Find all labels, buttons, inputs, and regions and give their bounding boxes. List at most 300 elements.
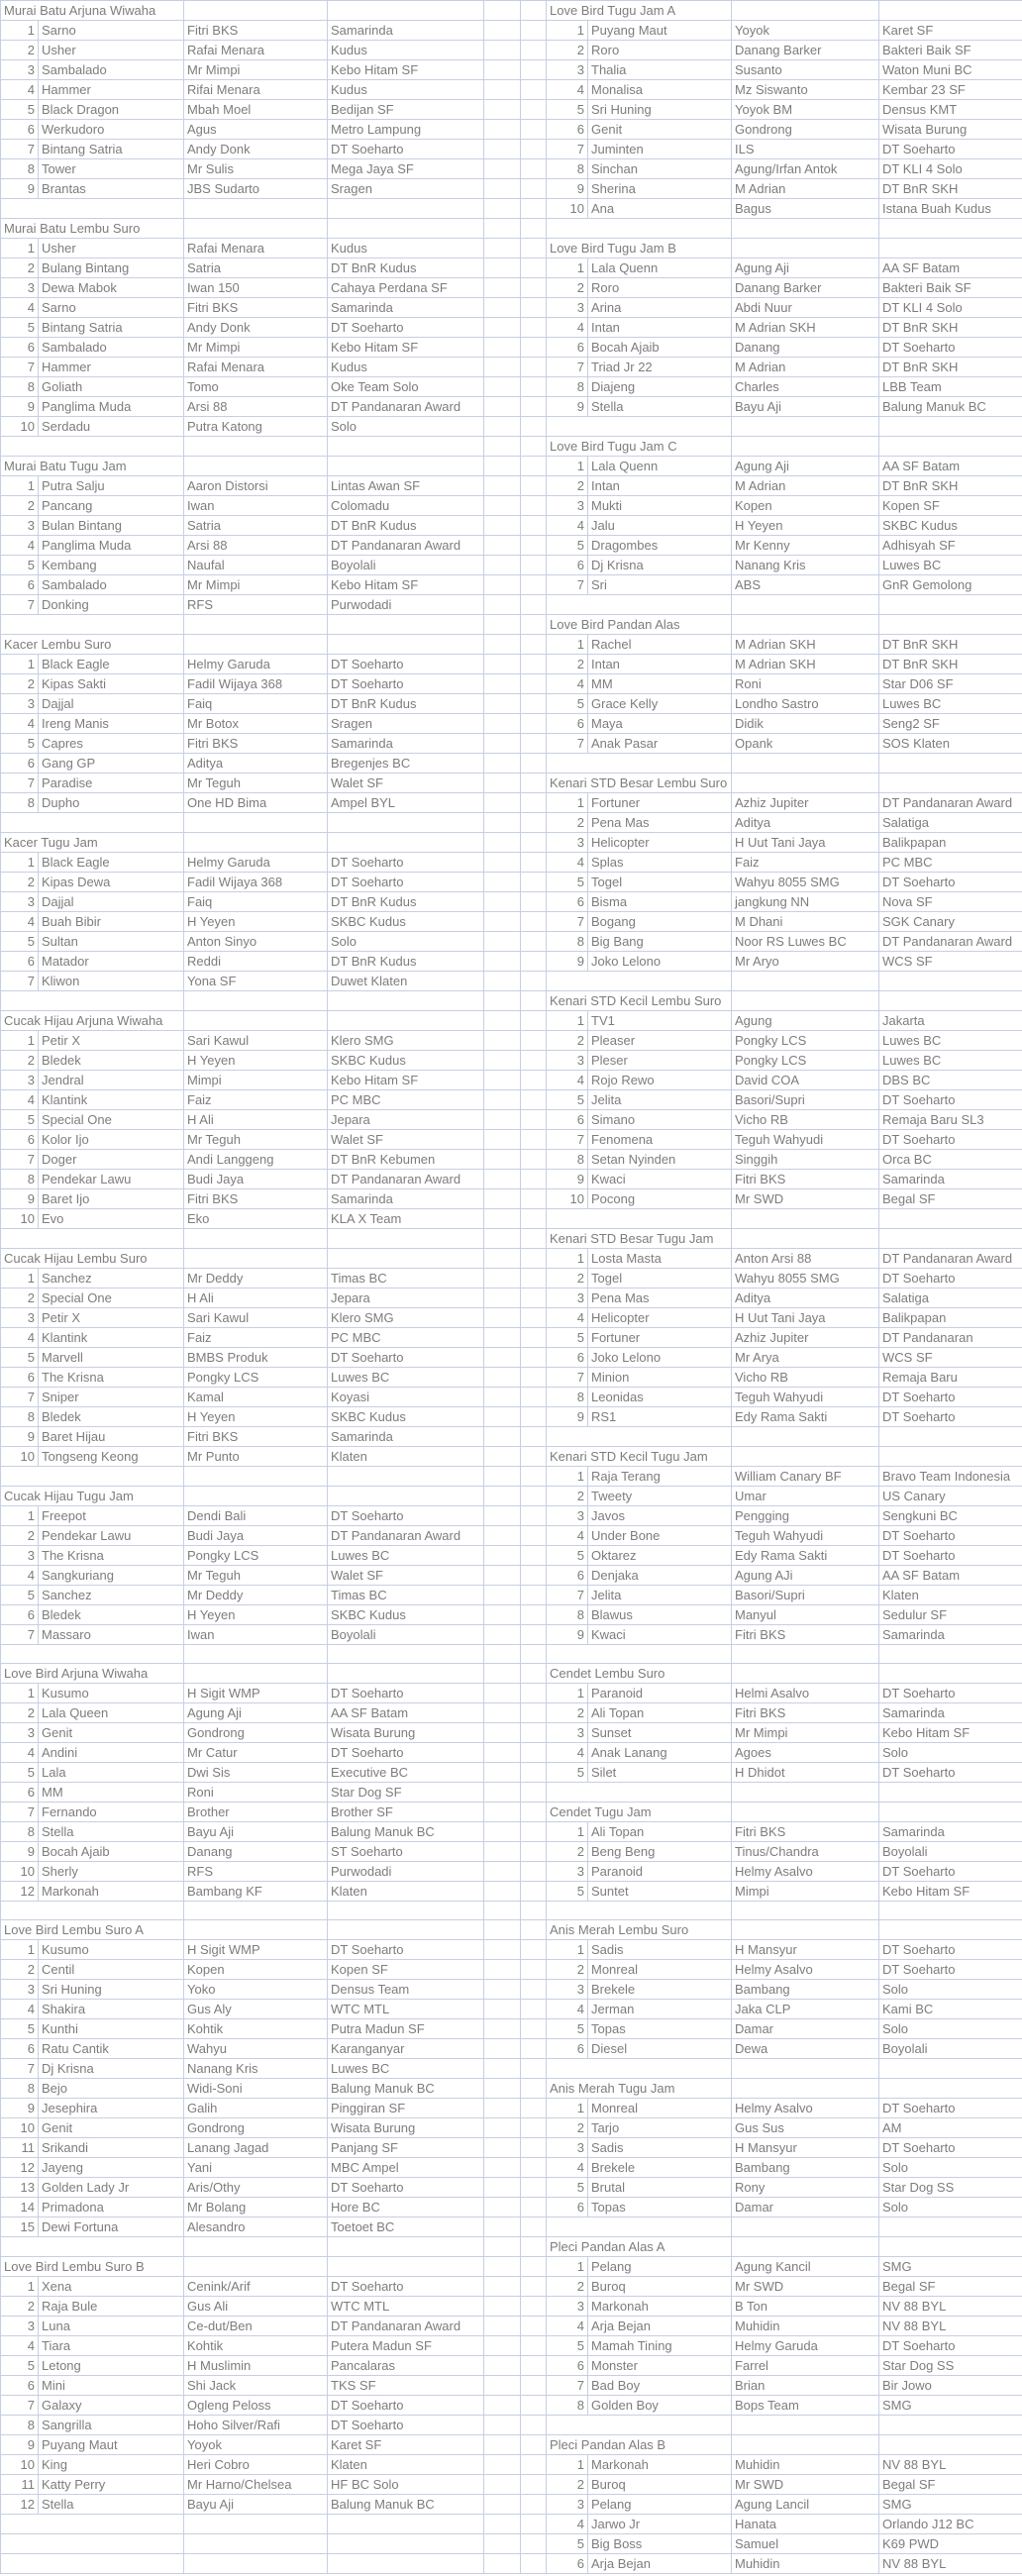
right-owner-cell: M Adrian [732,179,879,199]
blank-cell [879,417,1022,437]
right-bird-name-cell: Bisma [588,892,732,912]
left-team-cell: SKBC Kudus [328,912,484,932]
left-bird-name-cell: Bledek [39,1407,184,1427]
right-rank-cell: 3 [547,2495,588,2515]
gap-cell [521,1862,547,1882]
table-row [1,1308,1022,1328]
left-owner-cell: Helmy Garuda [184,853,328,873]
gap-cell [521,21,547,41]
left-owner-cell: Rifai Menara [184,80,328,100]
left-team-cell: DT Soeharto [328,1940,484,1960]
blank-cell [328,2515,484,2534]
gap-cell [484,1822,521,1842]
table-row [1,873,1022,892]
gap-cell [521,1427,547,1447]
left-bird-name-cell: Sarno [39,298,184,318]
gap-cell [484,2435,521,2455]
right-rank-cell: 7 [547,912,588,932]
gap-cell [521,140,547,159]
right-rank-cell: 8 [547,159,588,179]
right-owner-cell: H Uut Tani Jaya [732,1308,879,1328]
left-bird-name-cell: Panglima Muda [39,397,184,417]
gap-cell [521,318,547,338]
gap-cell [484,1209,521,1229]
left-rank-cell: 6 [1,2039,39,2059]
gap-cell [484,496,521,516]
left-owner-cell: Ce-dut/Ben [184,2317,328,2336]
left-bird-name-cell: Sangrilla [39,2416,184,2435]
gap-cell [484,1882,521,1902]
blank-cell [879,2435,1022,2455]
left-bird-name-cell: Gang GP [39,754,184,773]
right-rank-cell: 7 [547,1130,588,1150]
blank-cell [184,813,328,833]
left-owner-cell: Mr Deddy [184,1586,328,1605]
gap-cell [484,2356,521,2376]
right-bird-name-cell: Oktarez [588,1546,732,1566]
left-bird-name-cell: Pendekar Lawu [39,1526,184,1546]
gap-cell [521,1130,547,1150]
right-bird-name-cell: Suntet [588,1882,732,1902]
right-owner-cell: Pengging [732,1506,879,1526]
right-owner-cell: Agung Aji [732,258,879,278]
right-rank-cell: 5 [547,873,588,892]
left-team-cell: Duwet Klaten [328,972,484,991]
right-section-title: Pleci Pandan Alas B [547,2435,732,2455]
table-row [1,754,1022,773]
left-bird-name-cell: Baret Hijau [39,1427,184,1447]
left-team-cell: DT Pandanaran Award [328,397,484,417]
gap-cell [521,437,547,457]
gap-cell [521,912,547,932]
right-team-cell: NV 88 BYL [879,2554,1022,2574]
left-owner-cell: Mr Mimpi [184,575,328,595]
table-row [1,2217,1022,2237]
blank-cell [879,615,1022,635]
blank-cell [184,199,328,219]
right-team-cell: Solo [879,2158,1022,2178]
table-row [1,1882,1022,1902]
right-team-cell: DT Soeharto [879,873,1022,892]
left-owner-cell: Bayu Aji [184,1822,328,1842]
left-rank-cell: 7 [1,1625,39,1645]
right-owner-cell: H Mansyur [732,1940,879,1960]
table-row [1,734,1022,754]
table-row [1,318,1022,338]
left-team-cell: DT Soeharto [328,2396,484,2416]
left-owner-cell: Sari Kawul [184,1308,328,1328]
left-team-cell: Klero SMG [328,1031,484,1051]
gap-cell [521,773,547,793]
gap-cell [484,536,521,556]
right-bird-name-cell: Intan [588,655,732,674]
blank-cell [328,2534,484,2554]
right-team-cell: DT BnR SKH [879,635,1022,655]
gap-cell [521,1348,547,1368]
right-rank-cell: 4 [547,2317,588,2336]
gap-cell [484,239,521,258]
left-owner-cell: Ogleng Peloss [184,2396,328,2416]
right-owner-cell: M Adrian [732,358,879,377]
left-owner-cell: Putra Katong [184,417,328,437]
left-bird-name-cell: Tongseng Keong [39,1447,184,1467]
left-rank-cell: 6 [1,338,39,358]
blank-cell [547,2217,732,2237]
table-row [1,2079,1022,2099]
blank-cell [732,437,879,457]
gap-cell [521,2396,547,2416]
blank-cell [328,1249,484,1269]
right-team-cell: Sengkuni BC [879,1506,1022,1526]
gap-cell [521,1566,547,1586]
left-bird-name-cell: Black Dragon [39,100,184,120]
blank-cell [732,417,879,437]
gap-cell [521,2475,547,2495]
gap-cell [521,932,547,952]
blank-cell [732,2435,879,2455]
right-owner-cell: Wahyu 8055 SMG [732,873,879,892]
right-section-title: Anis Merah Lembu Suro [547,1920,732,1940]
gap-cell [521,1487,547,1506]
left-owner-cell: Gus Aly [184,2000,328,2019]
right-team-cell: Balikpapan [879,833,1022,853]
gap-cell [484,2257,521,2277]
gap-cell [521,2118,547,2138]
left-section-title: Cucak Hijau Arjuna Wiwaha [1,1011,184,1031]
table-row [1,655,1022,674]
left-owner-cell: Eko [184,1209,328,1229]
left-bird-name-cell: Tower [39,159,184,179]
left-rank-cell: 12 [1,1882,39,1902]
left-owner-cell: Andi Langgeng [184,1150,328,1170]
left-owner-cell: Dwi Sis [184,1763,328,1783]
right-owner-cell: Hanata [732,2515,879,2534]
right-team-cell: Wisata Burung [879,120,1022,140]
gap-cell [484,1031,521,1051]
gap-cell [484,1130,521,1150]
right-team-cell: Begal SF [879,2277,1022,2297]
left-team-cell: SKBC Kudus [328,1051,484,1071]
right-bird-name-cell: Golden Boy [588,2396,732,2416]
table-row [1,2376,1022,2396]
left-team-cell: DT Soeharto [328,1506,484,1526]
right-owner-cell: Vicho RB [732,1368,879,1388]
right-rank-cell: 1 [547,2257,588,2277]
table-row [1,1348,1022,1368]
gap-cell [521,100,547,120]
table-row [1,1288,1022,1308]
left-rank-cell: 6 [1,575,39,595]
left-bird-name-cell: Sarno [39,21,184,41]
left-rank-cell: 10 [1,2118,39,2138]
table-row [1,1427,1022,1447]
right-rank-cell: 6 [547,120,588,140]
right-team-cell: DT Soeharto [879,1960,1022,1980]
left-rank-cell: 6 [1,952,39,972]
right-owner-cell: Mr SWD [732,2277,879,2297]
left-bird-name-cell: Galaxy [39,2396,184,2416]
table-row [1,674,1022,694]
right-bird-name-cell: Stella [588,397,732,417]
left-rank-cell: 8 [1,2079,39,2099]
right-owner-cell: Mr Aryo [732,952,879,972]
left-bird-name-cell: Freepot [39,1506,184,1526]
left-team-cell: Boyolali [328,556,484,575]
blank-cell [328,2257,484,2277]
gap-cell [484,2554,521,2574]
left-team-cell: Koyasi [328,1388,484,1407]
right-owner-cell: Tinus/Chandra [732,1842,879,1862]
right-section-title: Love Bird Pandan Alas [547,615,732,635]
right-owner-cell: Muhidin [732,2455,879,2475]
left-team-cell: Samarinda [328,21,484,41]
gap-cell [521,1407,547,1427]
table-row [1,2495,1022,2515]
left-bird-name-cell: Dajjal [39,694,184,714]
right-bird-name-cell: Raja Terang [588,1467,732,1487]
right-rank-cell: 5 [547,1090,588,1110]
left-rank-cell: 5 [1,100,39,120]
table-row [1,2317,1022,2336]
blank-cell [1,2554,184,2574]
gap-cell [484,932,521,952]
right-owner-cell: Edy Rama Sakti [732,1407,879,1427]
blank-cell [184,1664,328,1684]
right-owner-cell: Noor RS Luwes BC [732,932,879,952]
right-team-cell: Salatiga [879,813,1022,833]
gap-cell [484,318,521,338]
blank-cell [879,754,1022,773]
left-bird-name-cell: Kusumo [39,1940,184,1960]
right-team-cell: Kebo Hitam SF [879,1723,1022,1743]
left-owner-cell: RFS [184,1862,328,1882]
gap-cell [521,1763,547,1783]
right-bird-name-cell: Silet [588,1763,732,1783]
left-bird-name-cell: Bejo [39,2079,184,2099]
right-bird-name-cell: Brekele [588,1980,732,2000]
right-rank-cell: 2 [547,278,588,298]
right-bird-name-cell: Paranoid [588,1684,732,1703]
left-team-cell: DT Soeharto [328,674,484,694]
left-rank-cell: 12 [1,2495,39,2515]
gap-cell [484,1684,521,1703]
gap-cell [484,595,521,615]
left-team-cell: DT BnR Kudus [328,694,484,714]
left-bird-name-cell: Katty Perry [39,2475,184,2495]
left-bird-name-cell: Lala [39,1763,184,1783]
right-rank-cell: 3 [547,1288,588,1308]
blank-cell [879,972,1022,991]
left-rank-cell: 1 [1,476,39,496]
gap-cell [521,2277,547,2297]
left-team-cell: Star Dog SF [328,1783,484,1803]
right-rank-cell: 9 [547,952,588,972]
right-bird-name-cell: Bad Boy [588,2376,732,2396]
gap-cell [484,2158,521,2178]
right-rank-cell: 2 [547,655,588,674]
right-rank-cell: 5 [547,2534,588,2554]
gap-cell [484,1348,521,1368]
gap-cell [484,1288,521,1308]
left-rank-cell: 1 [1,1031,39,1051]
right-team-cell: Bravo Team Indonesia [879,1467,1022,1487]
table-row [1,1803,1022,1822]
left-team-cell: Metro Lampung [328,120,484,140]
right-bird-name-cell: Jerman [588,2000,732,2019]
blank-cell [184,1249,328,1269]
left-owner-cell: Aris/Othy [184,2178,328,2198]
table-row [1,1920,1022,1940]
table-row [1,1902,1022,1920]
left-owner-cell: Gondrong [184,1723,328,1743]
right-bird-name-cell: Mukti [588,496,732,516]
right-team-cell: DT Soeharto [879,2336,1022,2356]
table-row [1,1071,1022,1090]
gap-cell [521,2158,547,2178]
right-team-cell: DT KLI 4 Solo [879,159,1022,179]
blank-cell [184,2257,328,2277]
table-row [1,556,1022,575]
gap-cell [521,2138,547,2158]
blank-cell [732,2416,879,2435]
right-rank-cell: 8 [547,377,588,397]
right-rank-cell: 8 [547,932,588,952]
table-row [1,2297,1022,2317]
left-team-cell: Toetoet BC [328,2217,484,2237]
table-row [1,1229,1022,1249]
right-owner-cell: Helmy Asalvo [732,2099,879,2118]
left-owner-cell: Mr Catur [184,1743,328,1763]
blank-cell [732,991,879,1011]
right-team-cell: US Canary [879,1487,1022,1506]
left-team-cell: Balung Manuk BC [328,1822,484,1842]
right-owner-cell: Bagus [732,199,879,219]
left-team-cell: AA SF Batam [328,1703,484,1723]
right-team-cell: DT KLI 4 Solo [879,298,1022,318]
blank-cell [547,972,732,991]
gap-cell [484,298,521,318]
left-bird-name-cell: Marvell [39,1348,184,1368]
gap-cell [484,1506,521,1526]
left-rank-cell: 5 [1,556,39,575]
right-bird-name-cell: Jalu [588,516,732,536]
left-owner-cell: Budi Jaya [184,1170,328,1189]
gap-cell [521,991,547,1011]
left-section-title: Kacer Lembu Suro [1,635,184,655]
right-team-cell: DT Soeharto [879,1526,1022,1546]
left-team-cell: Cahaya Perdana SF [328,278,484,298]
right-team-cell: DT Soeharto [879,140,1022,159]
right-owner-cell: Yoyok [732,21,879,41]
right-team-cell: DT BnR SKH [879,655,1022,674]
table-row [1,2257,1022,2277]
gap-cell [521,1071,547,1090]
table-row [1,2534,1022,2554]
left-team-cell: Walet SF [328,1130,484,1150]
left-team-cell: Karanganyar [328,2039,484,2059]
gap-cell [484,80,521,100]
left-rank-cell: 5 [1,2356,39,2376]
left-owner-cell: Bayu Aji [184,2495,328,2515]
left-rank-cell: 9 [1,1189,39,1209]
right-rank-cell: 1 [547,1940,588,1960]
gap-cell [484,1763,521,1783]
right-rank-cell: 5 [547,100,588,120]
gap-cell [521,1288,547,1308]
blank-cell [879,1447,1022,1467]
left-owner-cell: Mr Punto [184,1447,328,1467]
left-bird-name-cell: Dj Krisna [39,2059,184,2079]
right-owner-cell: Mimpi [732,1882,879,1902]
left-team-cell: DT BnR Kudus [328,952,484,972]
right-owner-cell: Opank [732,734,879,754]
table-row [1,1031,1022,1051]
gap-cell [521,1723,547,1743]
gap-cell [521,2000,547,2019]
gap-cell [484,120,521,140]
table-row [1,1011,1022,1031]
right-owner-cell: M Adrian SKH [732,318,879,338]
left-team-cell: DT Pandanaran Award [328,536,484,556]
left-section-title: Love Bird Lembu Suro B [1,2257,184,2277]
left-bird-name-cell: MM [39,1783,184,1803]
left-owner-cell: Fadil Wijaya 368 [184,674,328,694]
right-owner-cell: Fitri BKS [732,1625,879,1645]
right-owner-cell: Muhidin [732,2317,879,2336]
blank-cell [879,1920,1022,1940]
gap-cell [484,2336,521,2356]
left-owner-cell: Yoyok [184,2435,328,2455]
left-bird-name-cell: Dewi Fortuna [39,2217,184,2237]
right-rank-cell: 1 [547,793,588,813]
right-rank-cell: 6 [547,1110,588,1130]
left-owner-cell: Nanang Kris [184,2059,328,2079]
gap-cell [521,1,547,21]
right-rank-cell: 7 [547,1586,588,1605]
right-rank-cell: 6 [547,556,588,575]
blank-cell [184,833,328,853]
right-bird-name-cell: Fenomena [588,1130,732,1150]
right-owner-cell: Wahyu 8055 SMG [732,1269,879,1288]
left-rank-cell: 10 [1,2455,39,2475]
right-team-cell: Orca BC [879,1150,1022,1170]
blank-cell [328,1645,484,1664]
right-rank-cell: 4 [547,1743,588,1763]
left-bird-name-cell: Jayeng [39,2158,184,2178]
left-bird-name-cell: Evo [39,1209,184,1229]
gap-cell [484,1940,521,1960]
right-team-cell: Balung Manuk BC [879,397,1022,417]
gap-cell [484,437,521,457]
blank-cell [328,1229,484,1249]
right-bird-name-cell: Anak Lanang [588,1743,732,1763]
blank-cell [1,1645,184,1664]
right-owner-cell: Teguh Wahyudi [732,1388,879,1407]
right-bird-name-cell: Fortuner [588,1328,732,1348]
right-team-cell: DT BnR SKH [879,476,1022,496]
table-row [1,80,1022,100]
gap-cell [521,1960,547,1980]
right-rank-cell: 1 [547,635,588,655]
left-owner-cell: RFS [184,595,328,615]
gap-cell [484,575,521,595]
table-row [1,1842,1022,1862]
left-bird-name-cell: Sultan [39,932,184,952]
right-rank-cell: 5 [547,1546,588,1566]
right-team-cell: PC MBC [879,853,1022,873]
gap-cell [484,258,521,278]
gap-cell [484,892,521,912]
